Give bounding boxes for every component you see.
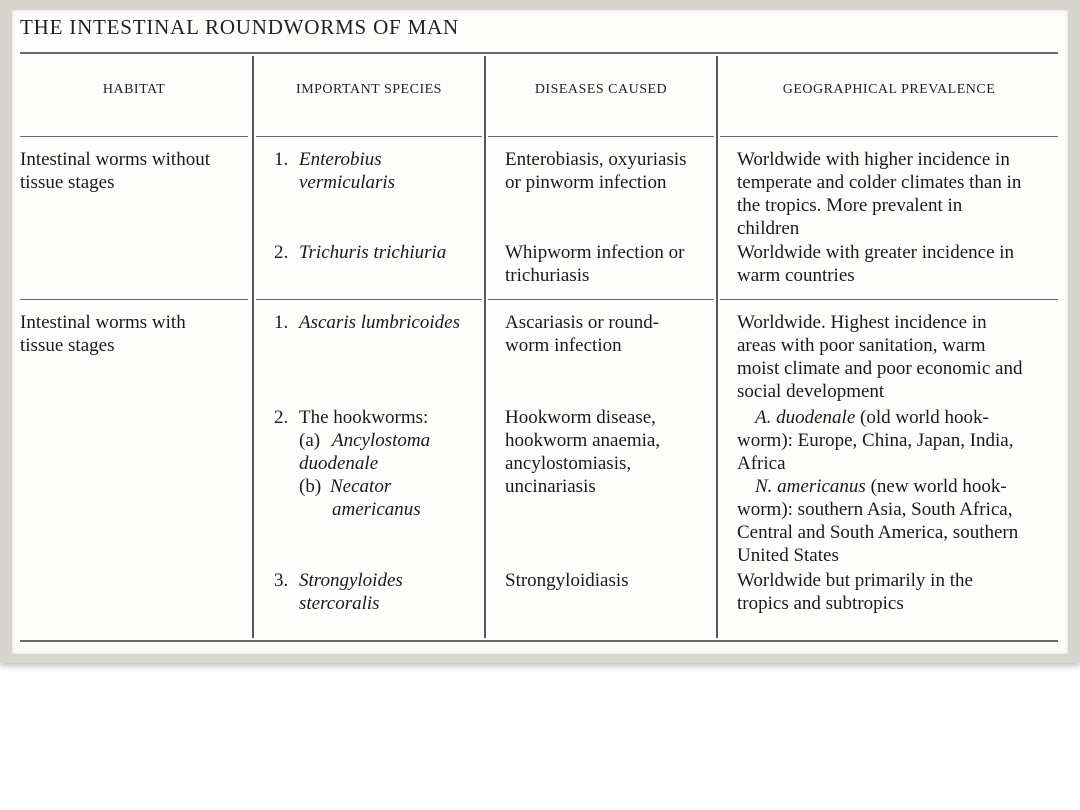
species-number: 1. (274, 312, 289, 333)
scanned-table-page (12, 10, 1068, 654)
habitat-cell: Intestinal worms with tissue stages (20, 312, 186, 356)
group-rule-col1 (20, 299, 248, 300)
disease-cell: Enterobiasis, oxyuriasis or pinworm infection (505, 149, 687, 193)
disease-cell: Strongyloidiasis (505, 570, 629, 591)
header-rule-col1 (20, 136, 248, 137)
group-rule-col2 (256, 299, 482, 300)
species-intro: The hookworms: (299, 407, 429, 428)
header-rule-col4 (720, 136, 1058, 137)
species-sub-name: Necator americanus (330, 476, 421, 520)
header-rule-col3 (488, 136, 714, 137)
species-number: 1. (274, 149, 289, 170)
species-number: 2. (274, 407, 289, 428)
title-rule (20, 52, 1058, 54)
group-rule-col4 (720, 299, 1058, 300)
column-divider-2 (484, 56, 486, 638)
group-rule-col3 (488, 299, 714, 300)
species-sub-label: (a) (299, 430, 321, 451)
header-diseases: DISEASES CAUSED (534, 82, 668, 97)
species-cell: Strongyloides stercoralis (299, 570, 403, 614)
header-species: IMPORTANT SPECIES (296, 82, 442, 97)
disease-cell: Ascariasis or round- worm infection (505, 312, 660, 356)
species-cell: Enterobius vermicularis (299, 149, 396, 193)
prevalence-cell: Worldwide with greater incidence in warm countries (737, 242, 1015, 286)
column-divider-1 (252, 56, 254, 638)
header-rule-col2 (256, 136, 482, 137)
disease-cell: Whipworm infection or trichuriasis (505, 242, 685, 286)
prevalence-cell: Worldwide but primarily in the tropics and subtropics (737, 570, 973, 614)
species-number: 3. (274, 570, 289, 591)
disease-cell: Hookworm disease, hookworm anaemia, ancylostomiasis, uncinariasis (505, 407, 661, 497)
species-sub-label: (b) (299, 476, 322, 497)
table-title: THE INTESTINAL ROUNDWORMS OF MAN (20, 15, 459, 39)
prevalence-cell: Worldwide with higher incidence in temperate and colder climates than in the tropics. More prevalent in children (737, 149, 1022, 239)
header-habitat: HABITAT (102, 82, 166, 97)
header-prevalence: GEOGRAPHICAL PREVALENCE (782, 82, 996, 97)
habitat-cell: Intestinal worms without tissue stages (20, 149, 210, 193)
bottom-rule (20, 640, 1058, 642)
prevalence-cell: A. duodenale (old world hook- worm): Europe, China, Japan, India, Africa N. americanus (new world hook- worm): southern Asia, South Africa, Central and South America, southern United States (737, 407, 1019, 566)
column-divider-3 (716, 56, 718, 638)
species-sub-name: Ancylostoma duodenale (299, 430, 431, 474)
species-cell: Trichuris trichiuria (299, 242, 447, 263)
species-cell: Ascaris lumbricoides (299, 312, 460, 333)
species-number: 2. (274, 242, 289, 263)
prevalence-cell: Worldwide. Highest incidence in areas with poor sanitation, warm moist climate and poor economic and social development (737, 312, 1023, 402)
